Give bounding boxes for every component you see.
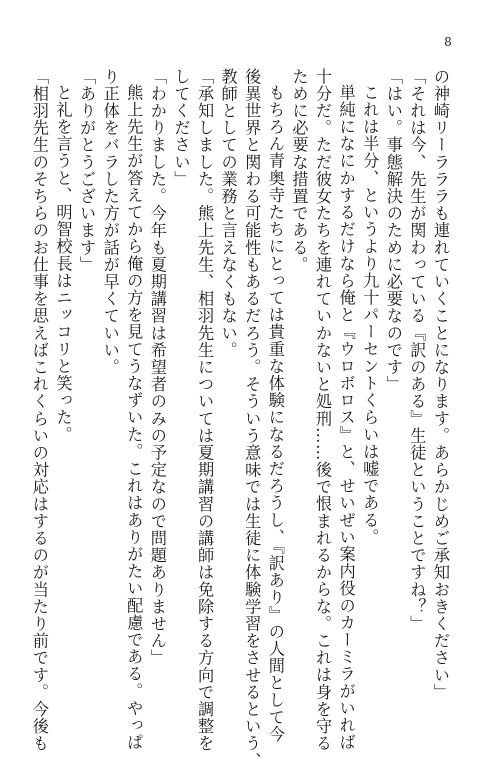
- text-line-17: と礼を言うと、明智校長はニッコリと笑った。: [53, 84, 73, 444]
- text-line-9: 後異世界と関わる可能性もあるだろう。そういう意味では生徒に体験学習をさせるという、: [242, 68, 262, 769]
- text-line-14: 熊上先生が答えてから俺の方を見てうなずいた。これはありがたい配慮である。やっぱ: [124, 84, 144, 752]
- text-line-18: 「相羽先生のそちらのお仕事を思えばこれくらいの対応はするのが当たり前です。今後も: [29, 68, 49, 752]
- text-line-2: 「それは今、先生が関わっている『訳のある』生徒ということですね？」: [407, 68, 427, 633]
- text-line-8: もちろん青奥寺たちにとっては貴重な体験になるだろうし、『訳あり』の人間として今: [265, 84, 285, 743]
- text-line-16: 「ありがとうございます」: [77, 68, 97, 274]
- text-line-13: 「わかりました。今年も夏期講習は希望者のみの予定なので問題ありません」: [147, 68, 167, 667]
- text-line-15: り正体をバラした方が話が早くていい。: [100, 68, 120, 376]
- text-line-6: 十分だ。ただ彼女たちを連れていかないと処刑……後で恨まれるからな。これは身を守る: [313, 68, 333, 752]
- page-number: 8: [444, 35, 452, 49]
- vertical-text-body: [27, 68, 452, 769]
- text-line-4: これは半分、というより九十パーセントくらいは嘘である。: [360, 84, 380, 546]
- text-line-10: 教師としての業務と言えなくもない。: [218, 68, 238, 359]
- text-line-1: の神崎リーラララも連れていくことになります。あらかじめご承知おきください」: [431, 68, 450, 701]
- text-line-12: してください」: [171, 68, 191, 188]
- text-line-7: ために必要な措置である。: [289, 68, 309, 274]
- text-line-11: 「承知しました。熊上先生、相羽先生については夏期講習の講師は免除する方向で調整を: [195, 68, 215, 752]
- text-line-5: 単純になにかするだけなら俺と『ウロボロス』と、せいぜい案内役のカーミラがいれば: [336, 84, 356, 752]
- text-line-3: 「はい。事態解決のために必要なのです」: [383, 68, 403, 393]
